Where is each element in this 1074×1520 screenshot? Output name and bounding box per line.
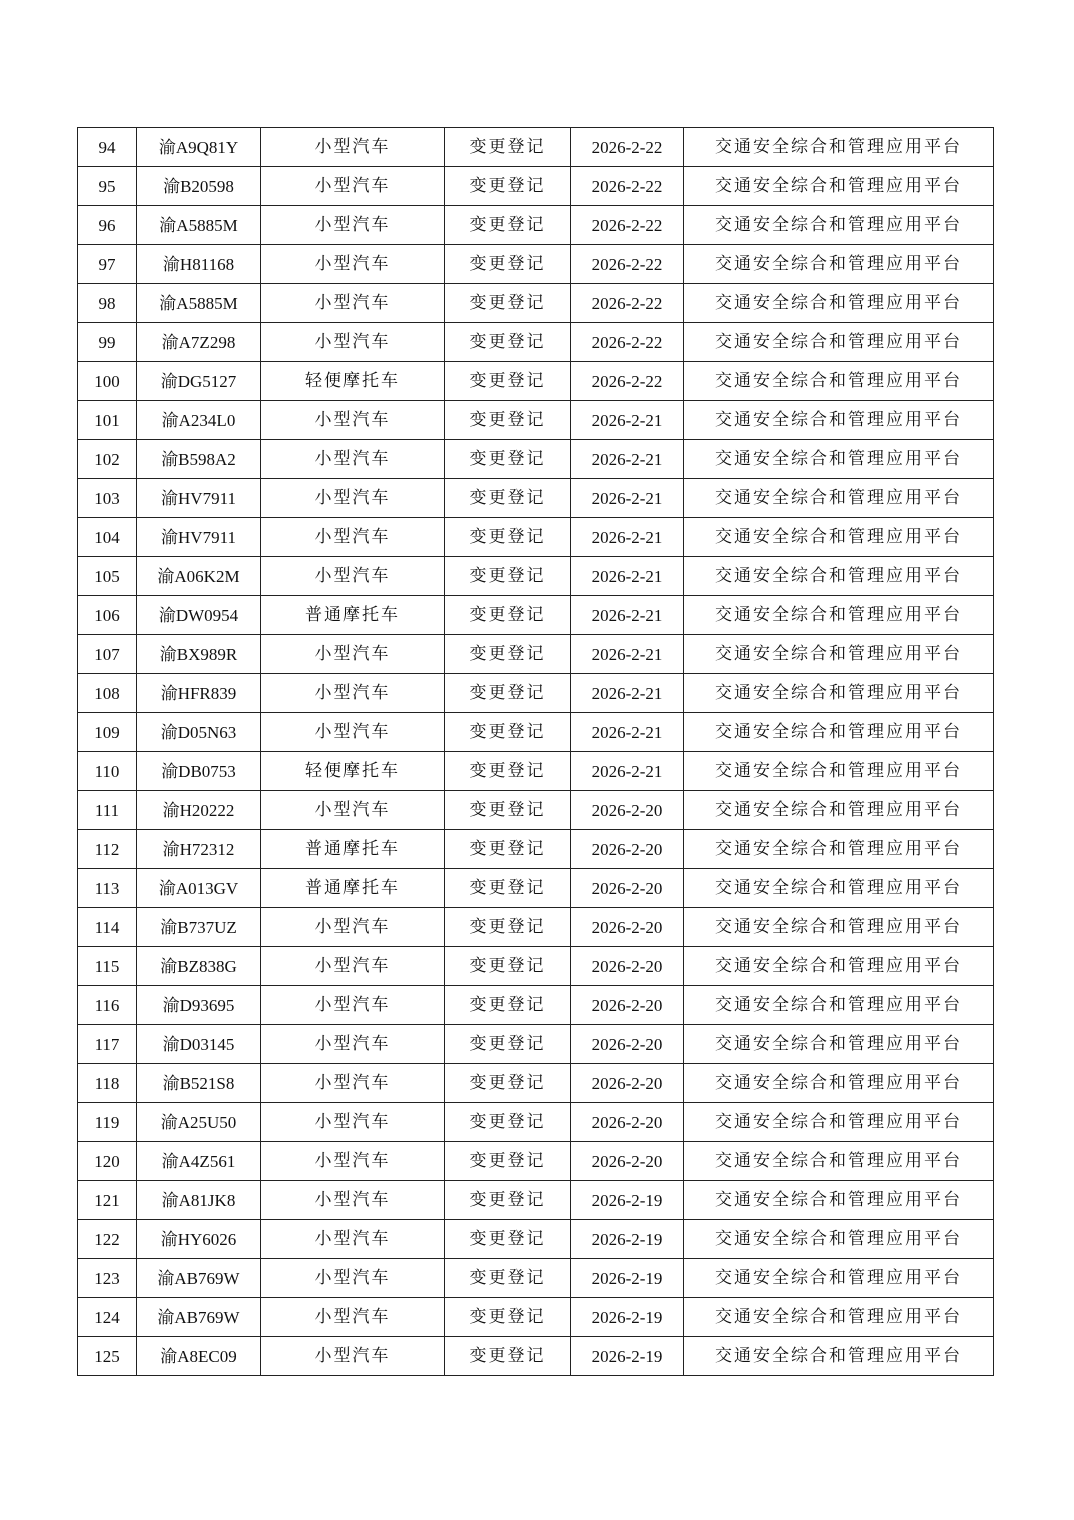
- plate-number-cell: 渝HFR839: [137, 674, 261, 713]
- plate-number-cell: 渝DG5127: [137, 362, 261, 401]
- business-type-cell: 变更登记: [445, 518, 571, 557]
- plate-number-cell: 渝A5885M: [137, 206, 261, 245]
- date-cell: 2026-2-22: [571, 323, 684, 362]
- date-cell: 2026-2-20: [571, 1103, 684, 1142]
- business-type-cell: 变更登记: [445, 284, 571, 323]
- vehicle-type-cell: 小型汽车: [261, 1025, 445, 1064]
- row-number-cell: 114: [78, 908, 137, 947]
- row-number-cell: 99: [78, 323, 137, 362]
- plate-number-cell: 渝D03145: [137, 1025, 261, 1064]
- platform-cell: 交通安全综合和管理应用平台: [684, 401, 994, 440]
- row-number-cell: 98: [78, 284, 137, 323]
- business-type-cell: 变更登记: [445, 167, 571, 206]
- vehicle-type-cell: 小型汽车: [261, 947, 445, 986]
- row-number-cell: 118: [78, 1064, 137, 1103]
- table-row: [78, 128, 994, 167]
- table-row: [78, 986, 994, 1025]
- plate-number-cell: 渝HV7911: [137, 479, 261, 518]
- table-row: [78, 401, 994, 440]
- table-body: [78, 128, 994, 1376]
- table-row: [78, 1025, 994, 1064]
- row-number-cell: 108: [78, 674, 137, 713]
- date-cell: 2026-2-20: [571, 947, 684, 986]
- table-row: [78, 752, 994, 791]
- platform-cell: 交通安全综合和管理应用平台: [684, 635, 994, 674]
- business-type-cell: 变更登记: [445, 1259, 571, 1298]
- row-number-cell: 125: [78, 1337, 137, 1376]
- plate-number-cell: 渝B737UZ: [137, 908, 261, 947]
- business-type-cell: 变更登记: [445, 830, 571, 869]
- table-row: [78, 284, 994, 323]
- business-type-cell: 变更登记: [445, 1298, 571, 1337]
- date-cell: 2026-2-21: [571, 635, 684, 674]
- date-cell: 2026-2-20: [571, 986, 684, 1025]
- date-cell: 2026-2-19: [571, 1337, 684, 1376]
- date-cell: 2026-2-22: [571, 128, 684, 167]
- row-number-cell: 119: [78, 1103, 137, 1142]
- business-type-cell: 变更登记: [445, 1064, 571, 1103]
- row-number-cell: 120: [78, 1142, 137, 1181]
- platform-cell: 交通安全综合和管理应用平台: [684, 1064, 994, 1103]
- vehicle-type-cell: 轻便摩托车: [261, 362, 445, 401]
- platform-cell: 交通安全综合和管理应用平台: [684, 440, 994, 479]
- vehicle-type-cell: 普通摩托车: [261, 869, 445, 908]
- plate-number-cell: 渝A8EC09: [137, 1337, 261, 1376]
- platform-cell: 交通安全综合和管理应用平台: [684, 713, 994, 752]
- vehicle-type-cell: 小型汽车: [261, 245, 445, 284]
- row-number-cell: 104: [78, 518, 137, 557]
- business-type-cell: 变更登记: [445, 713, 571, 752]
- table-row: [78, 245, 994, 284]
- date-cell: 2026-2-19: [571, 1259, 684, 1298]
- plate-number-cell: 渝H81168: [137, 245, 261, 284]
- platform-cell: 交通安全综合和管理应用平台: [684, 284, 994, 323]
- row-number-cell: 121: [78, 1181, 137, 1220]
- vehicle-type-cell: 小型汽车: [261, 167, 445, 206]
- date-cell: 2026-2-19: [571, 1181, 684, 1220]
- vehicle-type-cell: 小型汽车: [261, 713, 445, 752]
- table-row: [78, 791, 994, 830]
- platform-cell: 交通安全综合和管理应用平台: [684, 245, 994, 284]
- platform-cell: 交通安全综合和管理应用平台: [684, 1103, 994, 1142]
- row-number-cell: 94: [78, 128, 137, 167]
- date-cell: 2026-2-22: [571, 206, 684, 245]
- vehicle-type-cell: 小型汽车: [261, 1220, 445, 1259]
- row-number-cell: 101: [78, 401, 137, 440]
- plate-number-cell: 渝B598A2: [137, 440, 261, 479]
- business-type-cell: 变更登记: [445, 1103, 571, 1142]
- vehicle-type-cell: 小型汽车: [261, 401, 445, 440]
- vehicle-type-cell: 小型汽车: [261, 440, 445, 479]
- platform-cell: 交通安全综合和管理应用平台: [684, 1025, 994, 1064]
- plate-number-cell: 渝BX989R: [137, 635, 261, 674]
- row-number-cell: 102: [78, 440, 137, 479]
- date-cell: 2026-2-21: [571, 713, 684, 752]
- business-type-cell: 变更登记: [445, 557, 571, 596]
- date-cell: 2026-2-22: [571, 167, 684, 206]
- platform-cell: 交通安全综合和管理应用平台: [684, 830, 994, 869]
- row-number-cell: 107: [78, 635, 137, 674]
- plate-number-cell: 渝D05N63: [137, 713, 261, 752]
- vehicle-type-cell: 小型汽车: [261, 284, 445, 323]
- business-type-cell: 变更登记: [445, 1142, 571, 1181]
- platform-cell: 交通安全综合和管理应用平台: [684, 1181, 994, 1220]
- plate-number-cell: 渝A81JK8: [137, 1181, 261, 1220]
- date-cell: 2026-2-19: [571, 1298, 684, 1337]
- vehicle-type-cell: 小型汽车: [261, 1064, 445, 1103]
- business-type-cell: 变更登记: [445, 479, 571, 518]
- plate-number-cell: 渝A06K2M: [137, 557, 261, 596]
- business-type-cell: 变更登记: [445, 362, 571, 401]
- platform-cell: 交通安全综合和管理应用平台: [684, 1142, 994, 1181]
- vehicle-type-cell: 小型汽车: [261, 518, 445, 557]
- row-number-cell: 106: [78, 596, 137, 635]
- plate-number-cell: 渝A25U50: [137, 1103, 261, 1142]
- row-number-cell: 95: [78, 167, 137, 206]
- plate-number-cell: 渝HV7911: [137, 518, 261, 557]
- vehicle-type-cell: 小型汽车: [261, 1337, 445, 1376]
- table-row: [78, 869, 994, 908]
- platform-cell: 交通安全综合和管理应用平台: [684, 986, 994, 1025]
- table-row: [78, 908, 994, 947]
- plate-number-cell: 渝BZ838G: [137, 947, 261, 986]
- plate-number-cell: 渝D93695: [137, 986, 261, 1025]
- vehicle-type-cell: 小型汽车: [261, 635, 445, 674]
- table-row: [78, 440, 994, 479]
- vehicle-type-cell: 普通摩托车: [261, 596, 445, 635]
- plate-number-cell: 渝A7Z298: [137, 323, 261, 362]
- platform-cell: 交通安全综合和管理应用平台: [684, 908, 994, 947]
- platform-cell: 交通安全综合和管理应用平台: [684, 791, 994, 830]
- vehicle-type-cell: 小型汽车: [261, 908, 445, 947]
- table-row: [78, 1064, 994, 1103]
- business-type-cell: 变更登记: [445, 401, 571, 440]
- row-number-cell: 97: [78, 245, 137, 284]
- date-cell: 2026-2-19: [571, 1220, 684, 1259]
- business-type-cell: 变更登记: [445, 596, 571, 635]
- business-type-cell: 变更登记: [445, 440, 571, 479]
- date-cell: 2026-2-20: [571, 869, 684, 908]
- business-type-cell: 变更登记: [445, 674, 571, 713]
- business-type-cell: 变更登记: [445, 1025, 571, 1064]
- platform-cell: 交通安全综合和管理应用平台: [684, 1298, 994, 1337]
- platform-cell: 交通安全综合和管理应用平台: [684, 479, 994, 518]
- date-cell: 2026-2-22: [571, 245, 684, 284]
- plate-number-cell: 渝A013GV: [137, 869, 261, 908]
- row-number-cell: 111: [78, 791, 137, 830]
- date-cell: 2026-2-21: [571, 557, 684, 596]
- business-type-cell: 变更登记: [445, 752, 571, 791]
- row-number-cell: 122: [78, 1220, 137, 1259]
- table-row: [78, 635, 994, 674]
- date-cell: 2026-2-20: [571, 1142, 684, 1181]
- plate-number-cell: 渝HY6026: [137, 1220, 261, 1259]
- business-type-cell: 变更登记: [445, 947, 571, 986]
- date-cell: 2026-2-20: [571, 1025, 684, 1064]
- vehicle-type-cell: 小型汽车: [261, 986, 445, 1025]
- platform-cell: 交通安全综合和管理应用平台: [684, 128, 994, 167]
- row-number-cell: 116: [78, 986, 137, 1025]
- business-type-cell: 变更登记: [445, 1181, 571, 1220]
- date-cell: 2026-2-22: [571, 362, 684, 401]
- date-cell: 2026-2-20: [571, 791, 684, 830]
- date-cell: 2026-2-20: [571, 908, 684, 947]
- plate-number-cell: 渝B521S8: [137, 1064, 261, 1103]
- row-number-cell: 105: [78, 557, 137, 596]
- table-row: [78, 167, 994, 206]
- vehicle-registration-table: [77, 127, 994, 1376]
- plate-number-cell: 渝H72312: [137, 830, 261, 869]
- plate-number-cell: 渝B20598: [137, 167, 261, 206]
- plate-number-cell: 渝AB769W: [137, 1259, 261, 1298]
- row-number-cell: 115: [78, 947, 137, 986]
- table-row: [78, 206, 994, 245]
- date-cell: 2026-2-20: [571, 830, 684, 869]
- row-number-cell: 100: [78, 362, 137, 401]
- date-cell: 2026-2-21: [571, 752, 684, 791]
- vehicle-type-cell: 小型汽车: [261, 1181, 445, 1220]
- platform-cell: 交通安全综合和管理应用平台: [684, 1259, 994, 1298]
- table-row: [78, 1220, 994, 1259]
- platform-cell: 交通安全综合和管理应用平台: [684, 752, 994, 791]
- table-row: [78, 830, 994, 869]
- platform-cell: 交通安全综合和管理应用平台: [684, 323, 994, 362]
- date-cell: 2026-2-20: [571, 1064, 684, 1103]
- platform-cell: 交通安全综合和管理应用平台: [684, 362, 994, 401]
- row-number-cell: 113: [78, 869, 137, 908]
- platform-cell: 交通安全综合和管理应用平台: [684, 1220, 994, 1259]
- business-type-cell: 变更登记: [445, 245, 571, 284]
- plate-number-cell: 渝H20222: [137, 791, 261, 830]
- table-row: [78, 674, 994, 713]
- row-number-cell: 103: [78, 479, 137, 518]
- platform-cell: 交通安全综合和管理应用平台: [684, 674, 994, 713]
- row-number-cell: 110: [78, 752, 137, 791]
- plate-number-cell: 渝A234L0: [137, 401, 261, 440]
- vehicle-type-cell: 小型汽车: [261, 323, 445, 362]
- platform-cell: 交通安全综合和管理应用平台: [684, 167, 994, 206]
- table-row: [78, 947, 994, 986]
- business-type-cell: 变更登记: [445, 869, 571, 908]
- vehicle-type-cell: 小型汽车: [261, 206, 445, 245]
- row-number-cell: 109: [78, 713, 137, 752]
- vehicle-type-cell: 小型汽车: [261, 1259, 445, 1298]
- platform-cell: 交通安全综合和管理应用平台: [684, 518, 994, 557]
- date-cell: 2026-2-21: [571, 674, 684, 713]
- business-type-cell: 变更登记: [445, 986, 571, 1025]
- table-row: [78, 479, 994, 518]
- table-row: [78, 518, 994, 557]
- vehicle-type-cell: 小型汽车: [261, 1298, 445, 1337]
- vehicle-type-cell: 小型汽车: [261, 479, 445, 518]
- business-type-cell: 变更登记: [445, 323, 571, 362]
- row-number-cell: 96: [78, 206, 137, 245]
- date-cell: 2026-2-21: [571, 401, 684, 440]
- row-number-cell: 112: [78, 830, 137, 869]
- vehicle-type-cell: 普通摩托车: [261, 830, 445, 869]
- business-type-cell: 变更登记: [445, 206, 571, 245]
- business-type-cell: 变更登记: [445, 1220, 571, 1259]
- table-row: [78, 362, 994, 401]
- table-row: [78, 596, 994, 635]
- platform-cell: 交通安全综合和管理应用平台: [684, 1337, 994, 1376]
- plate-number-cell: 渝DW0954: [137, 596, 261, 635]
- vehicle-type-cell: 小型汽车: [261, 791, 445, 830]
- platform-cell: 交通安全综合和管理应用平台: [684, 557, 994, 596]
- plate-number-cell: 渝A4Z561: [137, 1142, 261, 1181]
- table-row: [78, 1298, 994, 1337]
- platform-cell: 交通安全综合和管理应用平台: [684, 596, 994, 635]
- table-row: [78, 323, 994, 362]
- vehicle-type-cell: 轻便摩托车: [261, 752, 445, 791]
- business-type-cell: 变更登记: [445, 1337, 571, 1376]
- table-row: [78, 1337, 994, 1376]
- business-type-cell: 变更登记: [445, 791, 571, 830]
- vehicle-type-cell: 小型汽车: [261, 128, 445, 167]
- business-type-cell: 变更登记: [445, 635, 571, 674]
- plate-number-cell: 渝AB769W: [137, 1298, 261, 1337]
- date-cell: 2026-2-21: [571, 518, 684, 557]
- table-row: [78, 1142, 994, 1181]
- plate-number-cell: 渝DB0753: [137, 752, 261, 791]
- row-number-cell: 123: [78, 1259, 137, 1298]
- vehicle-type-cell: 小型汽车: [261, 1142, 445, 1181]
- business-type-cell: 变更登记: [445, 908, 571, 947]
- table-row: [78, 1181, 994, 1220]
- date-cell: 2026-2-21: [571, 596, 684, 635]
- date-cell: 2026-2-21: [571, 440, 684, 479]
- vehicle-type-cell: 小型汽车: [261, 674, 445, 713]
- table-row: [78, 1259, 994, 1298]
- vehicle-type-cell: 小型汽车: [261, 557, 445, 596]
- platform-cell: 交通安全综合和管理应用平台: [684, 869, 994, 908]
- date-cell: 2026-2-21: [571, 479, 684, 518]
- table-row: [78, 713, 994, 752]
- row-number-cell: 117: [78, 1025, 137, 1064]
- vehicle-type-cell: 小型汽车: [261, 1103, 445, 1142]
- business-type-cell: 变更登记: [445, 128, 571, 167]
- table-row: [78, 1103, 994, 1142]
- table-row: [78, 557, 994, 596]
- date-cell: 2026-2-22: [571, 284, 684, 323]
- row-number-cell: 124: [78, 1298, 137, 1337]
- platform-cell: 交通安全综合和管理应用平台: [684, 947, 994, 986]
- plate-number-cell: 渝A5885M: [137, 284, 261, 323]
- plate-number-cell: 渝A9Q81Y: [137, 128, 261, 167]
- platform-cell: 交通安全综合和管理应用平台: [684, 206, 994, 245]
